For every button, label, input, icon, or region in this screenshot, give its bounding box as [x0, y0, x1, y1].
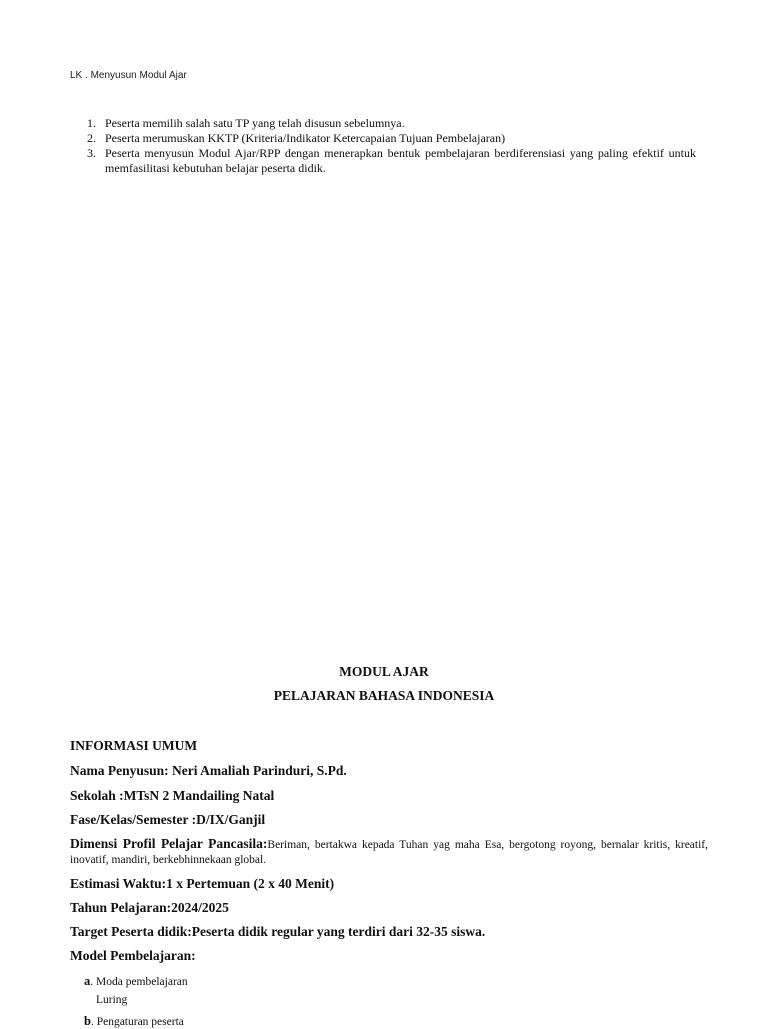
header-note: LK . Menyusun Modul Ajar — [70, 70, 187, 81]
instruction-number: 3. — [87, 146, 96, 160]
section-heading: INFORMASI UMUM — [70, 738, 198, 753]
sekolah: Sekolah :MTsN 2 Mandailing Natal — [70, 788, 275, 803]
instruction-text: Peserta menyusun Modul Ajar/RPP dengan menerapkan bentuk pembelajaran berdiferensiasi yang paling efektif untuk memfasilitasi kebutuhan belajar peserta didik. — [105, 146, 696, 175]
model-item-marker: b — [84, 1014, 91, 1028]
fase-kelas-semester: Fase/Kelas/Semester :D/IX/Ganjil — [70, 812, 266, 827]
dimensi-label: Dimensi Profil Pelajar Pancasila: — [70, 836, 268, 851]
instruction-text: Peserta merumuskan KKTP (Kriteria/Indikator Ketercapaian Tujuan Pembelajaran) — [105, 131, 506, 145]
instruction-number: 2. — [87, 131, 96, 145]
model-pembelajaran: Model Pembelajaran: — [70, 948, 196, 963]
instruction-text: Peserta memilih salah satu TP yang telah disusun sebelumnya. — [105, 116, 405, 130]
model-item — [84, 974, 188, 989]
model-item-label: . Moda pembelajaran — [90, 976, 188, 988]
tahun-pelajaran: Tahun Pelajaran:2024/2025 — [70, 900, 229, 915]
model-item — [84, 1014, 184, 1029]
dimensi-profil — [70, 836, 708, 868]
target-peserta: Target Peserta didik:Peserta didik regular yang terdiri dari 32-35 siswa. — [70, 924, 486, 939]
instruction-item — [70, 146, 696, 176]
model-item-marker: a — [84, 974, 91, 988]
estimasi-waktu: Estimasi Waktu:1 x Pertemuan (2 x 40 Menit) — [70, 876, 335, 891]
document-title: MODUL AJAR — [339, 664, 429, 679]
model-item-label: . Pengaturan peserta — [90, 1016, 184, 1028]
instructions-list — [70, 116, 696, 176]
document-subtitle: PELAJARAN BAHASA INDONESIA — [273, 688, 495, 703]
dimensi-value: Beriman, bertakwa kepada Tuhan yag maha Esa, bergotong royong, bernalar kritis, kreatif, inovatif, mandiri, berkebhinnekaan global. — [70, 839, 708, 866]
nama-penyusun: Nama Penyusun: Neri Amaliah Parinduri, S.Pd. — [70, 763, 347, 778]
model-item-value: Luring — [96, 994, 128, 1006]
instruction-item — [70, 116, 696, 131]
instruction-item — [70, 131, 696, 146]
instruction-number: 1. — [87, 116, 96, 130]
